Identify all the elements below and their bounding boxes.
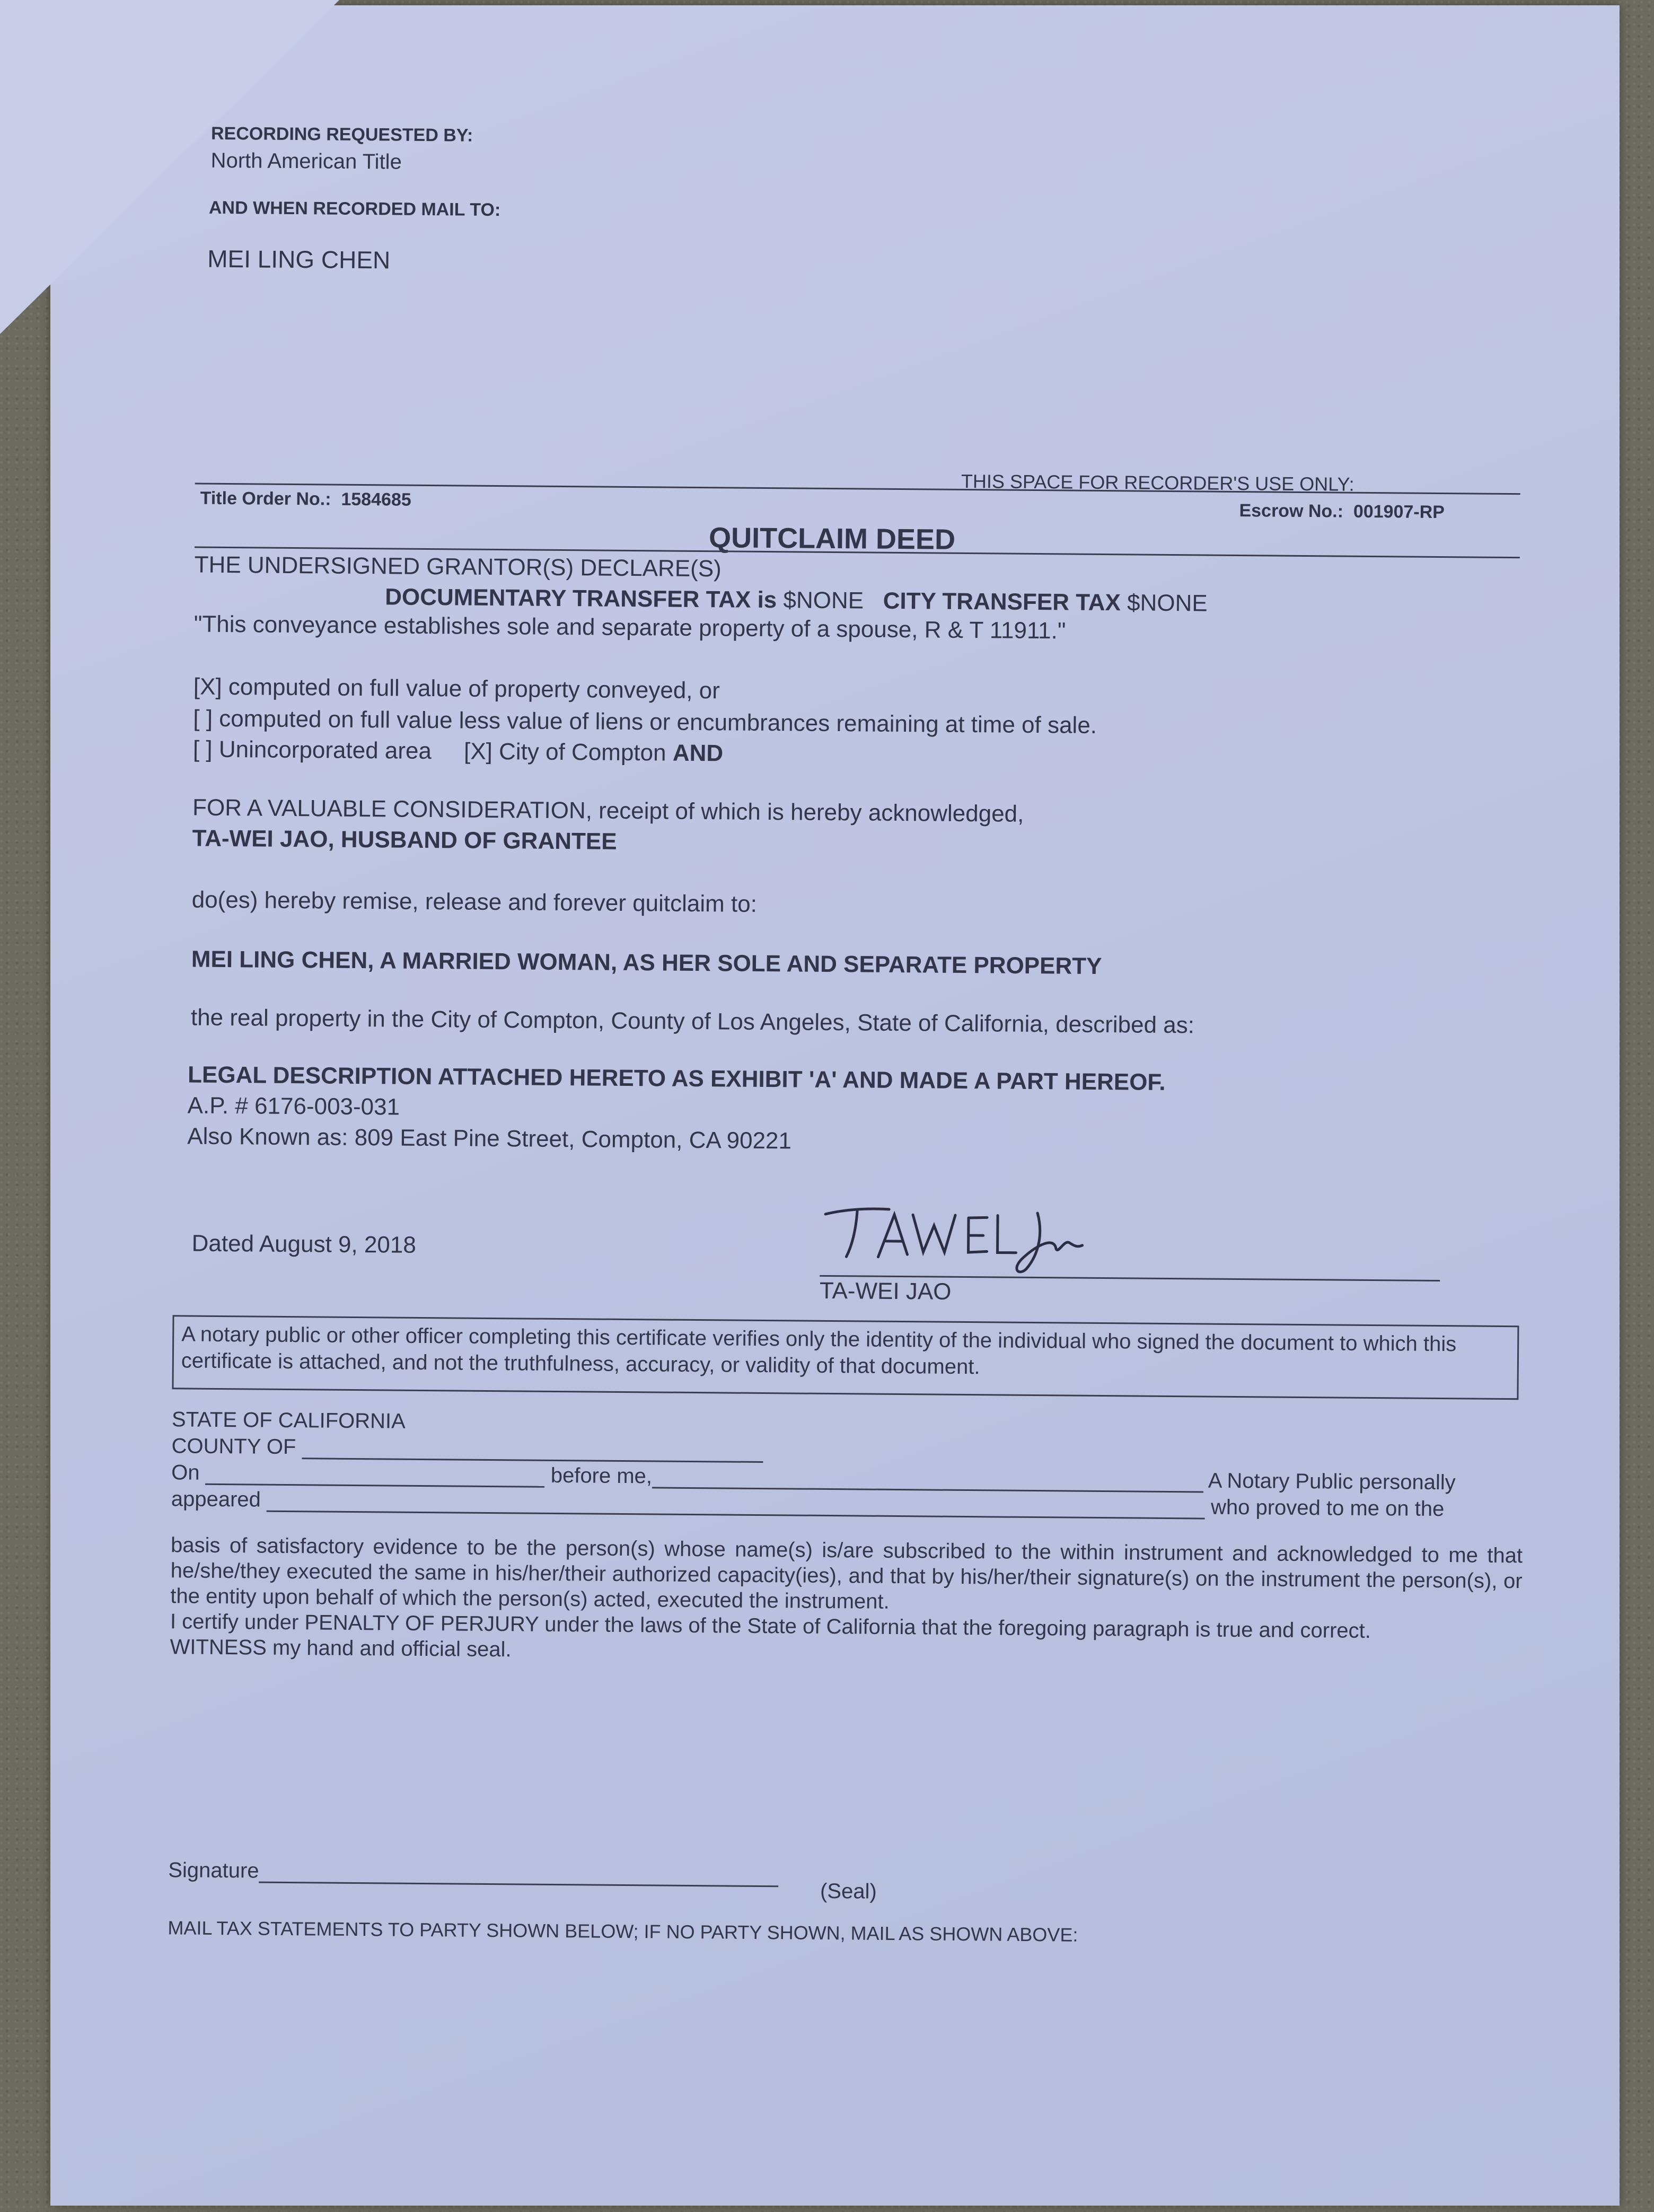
notary-name-blank[interactable] [652,1465,1203,1493]
appeared-line: appeared who proved to me on the [171,1487,1445,1521]
recorder-space-label: THIS SPACE FOR RECORDER'S USE ONLY: [961,470,1354,495]
notary-signature-blank[interactable] [259,1860,778,1888]
deed-title: QUITCLAIM DEED [708,522,956,556]
notary-evidence-text: basis of satisfactory evidence to be the person(s) whose name(s) is/are subscribed to the within instrument and acknowledged to me that he/she/they executed the same in his/her/their authorized capacity(ies), and that by his/her/their signature(s) on the instrument the person(s), or the entity upon behalf of which the person(s) acted, executed the instrument. [170,1533,1523,1613]
recording-requested-label: RECORDING REQUESTED BY: [210,123,473,146]
title-order-value: 1584685 [341,489,411,510]
recording-requested-value: North American Title [210,148,402,174]
notary-paragraph [170,1532,1523,1670]
notary-witness-text: WITNESS my hand and official seal. [170,1635,512,1662]
option-full-value: [X] computed on full value of property conveyed, or [193,673,720,704]
option-city: [X] City of Compton [463,738,666,766]
grantee-name: MEI LING CHEN, A MARRIED WOMAN, AS HER SOLE AND SEPARATE PROPERTY [191,946,1102,980]
doc-tax-value: $NONE [783,587,864,614]
consideration-line: FOR A VALUABLE CONSIDERATION, receipt of which is hereby acknowledged, [192,794,1024,827]
apn-line: A.P. # 6176-003-031 [187,1092,400,1120]
notary-signature-line: Signature [168,1858,779,1887]
mail-to-label: AND WHEN RECORDED MAIL TO: [208,197,501,221]
aka-line: Also Known as: 809 East Pine Street, Compton, CA 90221 [187,1123,792,1154]
grantor-signature [814,1193,1090,1285]
notary-certify-text: I certify under PENALTY OF PERJURY under the laws of the State of California that the foregoing paragraph is true and correct. [170,1610,1371,1643]
grantor-name: TA-WEI JAO, HUSBAND OF GRANTEE [192,825,617,855]
dated-line: Dated August 9, 2018 [191,1230,417,1258]
appeared-blank[interactable] [267,1489,1205,1520]
declare-line: THE UNDERSIGNED GRANTOR(S) DECLARE(S) [194,551,722,582]
option-unincorporated: [ ] Unincorporated area [192,736,432,765]
county-blank[interactable] [302,1436,763,1463]
date-blank[interactable] [206,1462,545,1488]
notary-notice-box: A notary public or other officer completing this certificate verifies only the identity of the individual who signed the document to which this certificate is attached, and not the truthfulness, accuracy, or validity of that document. [172,1315,1519,1400]
title-order-label: Title Order No.: 1584685 [200,488,411,510]
option-less-liens: [ ] computed on full value less value of liens or encumbrances remaining at time of sale. [193,705,1097,739]
tax-line: DOCUMENTARY TRANSFER TAX is $NONE CITY TRANSFER TAX $NONE [385,584,1208,617]
option-area-line [193,736,724,767]
state-line: STATE OF CALIFORNIA [171,1408,406,1433]
escrow-label: Escrow No.: 001907-RP [1239,501,1445,523]
remise-line: do(es) hereby remise, release and forever quitclaim to: [191,886,758,917]
property-line: the real property in the City of Compton, County of Los Angeles, State of California, described as: [190,1004,1195,1039]
mail-to-value: MEI LING CHEN [207,244,391,274]
page-content [33,0,1620,2211]
document-page [50,5,1620,2206]
on-line: On before me, A Notary Public personally [171,1461,1456,1495]
city-tax-value: $NONE [1127,590,1208,617]
county-line: COUNTY OF [171,1434,763,1463]
option-and: AND [672,740,724,767]
seal-label: (Seal) [820,1879,877,1903]
legal-description: LEGAL DESCRIPTION ATTACHED HERETO AS EXHIBIT 'A' AND MADE A PART HEREOF. [187,1061,1166,1095]
escrow-value: 001907-RP [1353,501,1445,523]
signer-name: TA-WEI JAO [819,1277,952,1305]
conveyance-statement: "This conveyance establishes sole and separate property of a spouse, R & T 11911." [193,611,1066,644]
mail-tax-statement: MAIL TAX STATEMENTS TO PARTY SHOWN BELOW; IF NO PARTY SHOWN, MAIL AS SHOWN ABOVE: [168,1917,1078,1946]
